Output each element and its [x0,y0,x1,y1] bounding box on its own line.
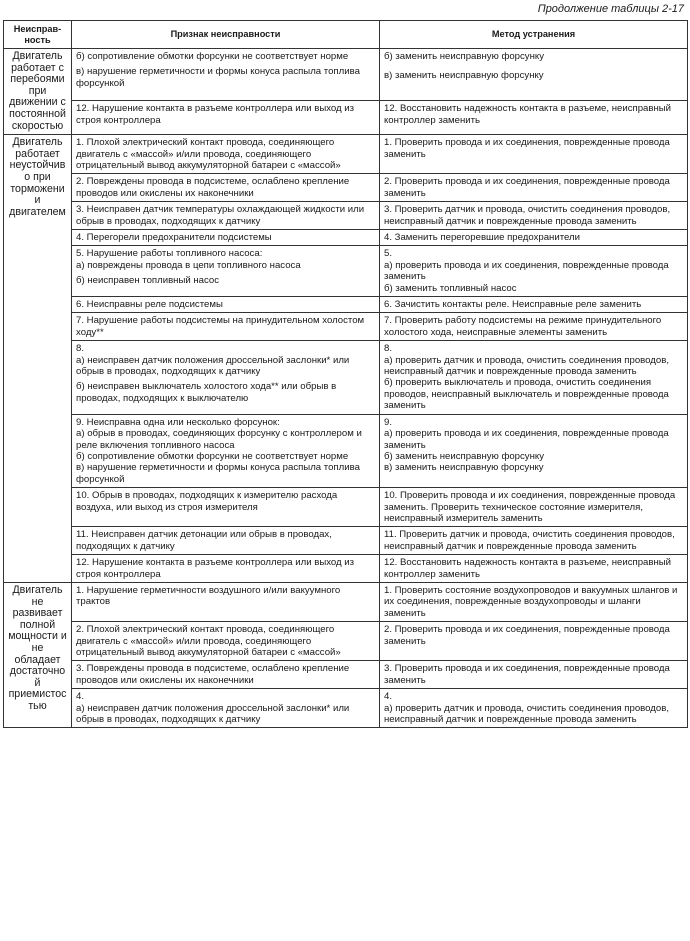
symptom-cell [72,488,380,527]
method-text: 10. Проверить провода и их соединения, поврежденные провода заменить. Проверить техническое состояние измерителя, неисправный измеритель заменить [384,490,676,524]
symptom-text: 1. Нарушение герметичности воздушного и/или вакуумного трактов [76,584,341,608]
method-cell [380,582,688,621]
method-cell [380,202,688,230]
troubleshooting-table [3,20,688,728]
method-text: 2. Проверить провода и их соединения, поврежденные провода заменить [384,624,670,647]
method-text: б) заменить неисправную форсунку [384,51,545,62]
symptom-cell [72,313,380,341]
method-text: 12. Восстановить надежность контакта в разъеме, неисправный контроллер заменить [384,557,672,580]
symptom-text: а) неисправен датчик положения дроссельной заслонки* или обрыв в проводах, подходящих к датчику [76,702,350,726]
method-text: б) заменить топливный насос [384,282,517,294]
symptom-cell [72,661,380,689]
table-row [4,582,688,621]
method-text: а) проверить датчик и провода, очистить соединения проводов, неисправный датчик и поврежденные провода заменить [384,702,669,726]
method-text: 9. [384,416,393,428]
method-text: 3. Проверить датчик и провода, очистить соединения проводов, неисправный датчик и поврежденные провода заменить [384,204,671,227]
symptom-cell [72,49,380,101]
symptom-cell [72,174,380,202]
method-cell [380,101,688,135]
method-text: 12. Восстановить надежность контакта в разъеме, неисправный контроллер заменить [384,103,672,126]
table-row [4,230,688,246]
symptom-cell [72,689,380,728]
method-text: а) проверить провода и их соединения, поврежденные провода заменить [384,259,669,283]
symptom-text: в) нарушение герметичности и формы конуса распыла топлива форсункой [76,66,360,89]
method-text: в) заменить неисправную форсунку [384,462,544,474]
table-row [4,246,688,297]
method-text: 3. Проверить провода и их соединения, поврежденные провода заменить [384,663,670,686]
symptom-text: а) обрыв в проводах, соединяющих форсунку с контроллером и реле включения топливного насоса [76,428,362,451]
method-cell [380,246,688,297]
symptom-cell [72,101,380,135]
method-text: 6. Зачистить контакты реле. Неисправные реле заменить [384,299,642,311]
table-row [4,313,688,341]
method-text: в) заменить неисправную форсунку [384,70,544,82]
table-row [4,135,688,174]
symptom-text: а) повреждены провода в цепи топливного насоса [76,259,301,271]
table-body [4,49,688,728]
fault-cell: Двигатель работает неустойчиво при торможении двигателем [4,135,72,583]
table-row [4,622,688,661]
symptom-cell [72,246,380,297]
symptom-cell [72,297,380,313]
symptom-text: 12. Нарушение контакта в разъеме контроллера или выход из строя контроллера [76,103,355,126]
method-text: б) проверить выключатель и провода, очистить соединения проводов, неисправный выключатель и поврежденные провода заменить [384,377,669,412]
table-header-row [4,21,688,49]
symptom-text: б) неисправен выключатель холостого хода** или обрыв в проводах, подходящих к выключателю [76,381,337,404]
method-cell [380,49,688,101]
table-row [4,555,688,583]
header-fault: Неисправ-ность [4,21,72,49]
table-row [4,174,688,202]
method-text: а) проверить датчик и провода, очистить соединения проводов, неисправный датчик и поврежденные провода заменить [384,354,669,378]
symptom-text: б) сопротивление обмотки форсунки не соответствует норме [76,450,349,462]
symptom-text: 2. Плохой электрический контакт провода, соединяющего двигатель с «массой» и/или провода, соединяющего отрицательный вывод аккумуляторной батареи с «массой» [76,624,341,658]
table-row [4,341,688,414]
symptom-text: б) сопротивление обмотки форсунки не соответствует норме [76,51,349,62]
method-cell [380,135,688,174]
method-text: 1. Проверить состояние воздухопроводов и вакуумных шлангов и их соединения, поврежденные воздухопроводы и шланги заменить [384,584,678,619]
method-text: 7. Проверить работу подсистемы на режиме принудительного холостого хода, неисправные элементы заменить [384,315,662,338]
table-row [4,689,688,728]
symptom-text: 7. Нарушение работы подсистемы на принудительном холостом ходу** [76,315,365,338]
symptom-text: 12. Нарушение контакта в разъеме контроллера или выход из строя контроллера [76,557,355,580]
method-cell [380,661,688,689]
symptom-text: 3. Неисправен датчик температуры охлаждающей жидкости или обрыв в проводах, подходящих к датчику [76,204,365,227]
table-row [4,414,688,487]
method-cell [380,297,688,313]
symptom-cell [72,527,380,555]
header-method: Метод устранения [380,21,688,49]
symptom-cell [72,582,380,621]
fault-cell: Двигатель не развивает полной мощности и не обладает достаточной приемистостью [4,582,72,727]
symptom-text: 4. [76,691,85,703]
method-cell [380,488,688,527]
symptom-text: 4. Перегорели предохранители подсистемы [76,232,272,243]
method-cell [380,527,688,555]
table-row [4,488,688,527]
method-cell [380,313,688,341]
symptom-text: 3. Повреждены провода в подсистеме, ослаблено крепление проводов или окислены их наконечники [76,663,350,686]
symptom-cell [72,622,380,661]
symptom-cell [72,202,380,230]
method-cell [380,555,688,583]
symptom-text: а) неисправен датчик положения дроссельной заслонки* или обрыв в проводах, подходящих к датчику [76,354,350,378]
symptom-cell [72,230,380,246]
symptom-cell [72,414,380,487]
method-text: 4. Заменить перегоревшие предохранители [384,232,580,243]
method-text: 2. Проверить провода и их соединения, поврежденные провода заменить [384,176,670,199]
method-cell [380,341,688,414]
table-row [4,661,688,689]
table-row [4,202,688,230]
symptom-text: б) неисправен топливный насос [76,275,220,287]
fault-cell: Двигатель работает с перебоями при движении с постоянной скоростью [4,49,72,135]
method-cell [380,414,688,487]
symptom-text: 5. Нарушение работы топливного насоса: [76,248,263,260]
method-cell [380,689,688,728]
method-text: 4. [384,691,393,703]
method-text: а) проверить провода и их соединения, поврежденные провода заменить [384,428,669,451]
table-row [4,49,688,101]
symptom-text: в) нарушение герметичности и формы конуса распыла топлива форсункой [76,462,360,485]
symptom-text: 2. Повреждены провода в подсистеме, ослаблено крепление проводов или окислены их наконечники [76,176,350,199]
table-row [4,101,688,135]
method-cell [380,622,688,661]
symptom-cell [72,135,380,174]
table-continuation-caption: Продолжение таблицы 2-17 [537,3,684,15]
header-symptom: Признак неисправности [72,21,380,49]
symptom-text: 9. Неисправна одна или несколько форсунок: [76,416,280,428]
symptom-cell [72,341,380,414]
symptom-text: 6. Неисправны реле подсистемы [76,299,223,311]
symptom-cell [72,555,380,583]
table-row [4,527,688,555]
table-row [4,297,688,313]
method-cell [380,174,688,202]
method-text: б) заменить неисправную форсунку [384,450,545,462]
symptom-text: 10. Обрыв в проводах, подходящих к измерителю расхода воздуха, или выход из строя измерителя [76,490,338,513]
symptom-text: 8. [76,343,85,355]
method-text: 8. [384,343,393,355]
symptom-text: 11. Неисправен датчик детонации или обрыв в проводах, подходящих к датчику [76,529,332,552]
method-text: 11. Проверить датчик и провода, очистить соединения проводов, неисправный датчик и поврежденные провода заменить [384,529,675,552]
symptom-text: 1. Плохой электрический контакт провода, соединяющего двигатель с «массой» и/или провода, соединяющего отрицательный вывод аккумуляторной батареи с «массой» [76,137,341,171]
method-text: 5. [384,248,393,260]
method-cell [380,230,688,246]
method-text: 1. Проверить провода и их соединения, поврежденные провода заменить [384,137,670,160]
